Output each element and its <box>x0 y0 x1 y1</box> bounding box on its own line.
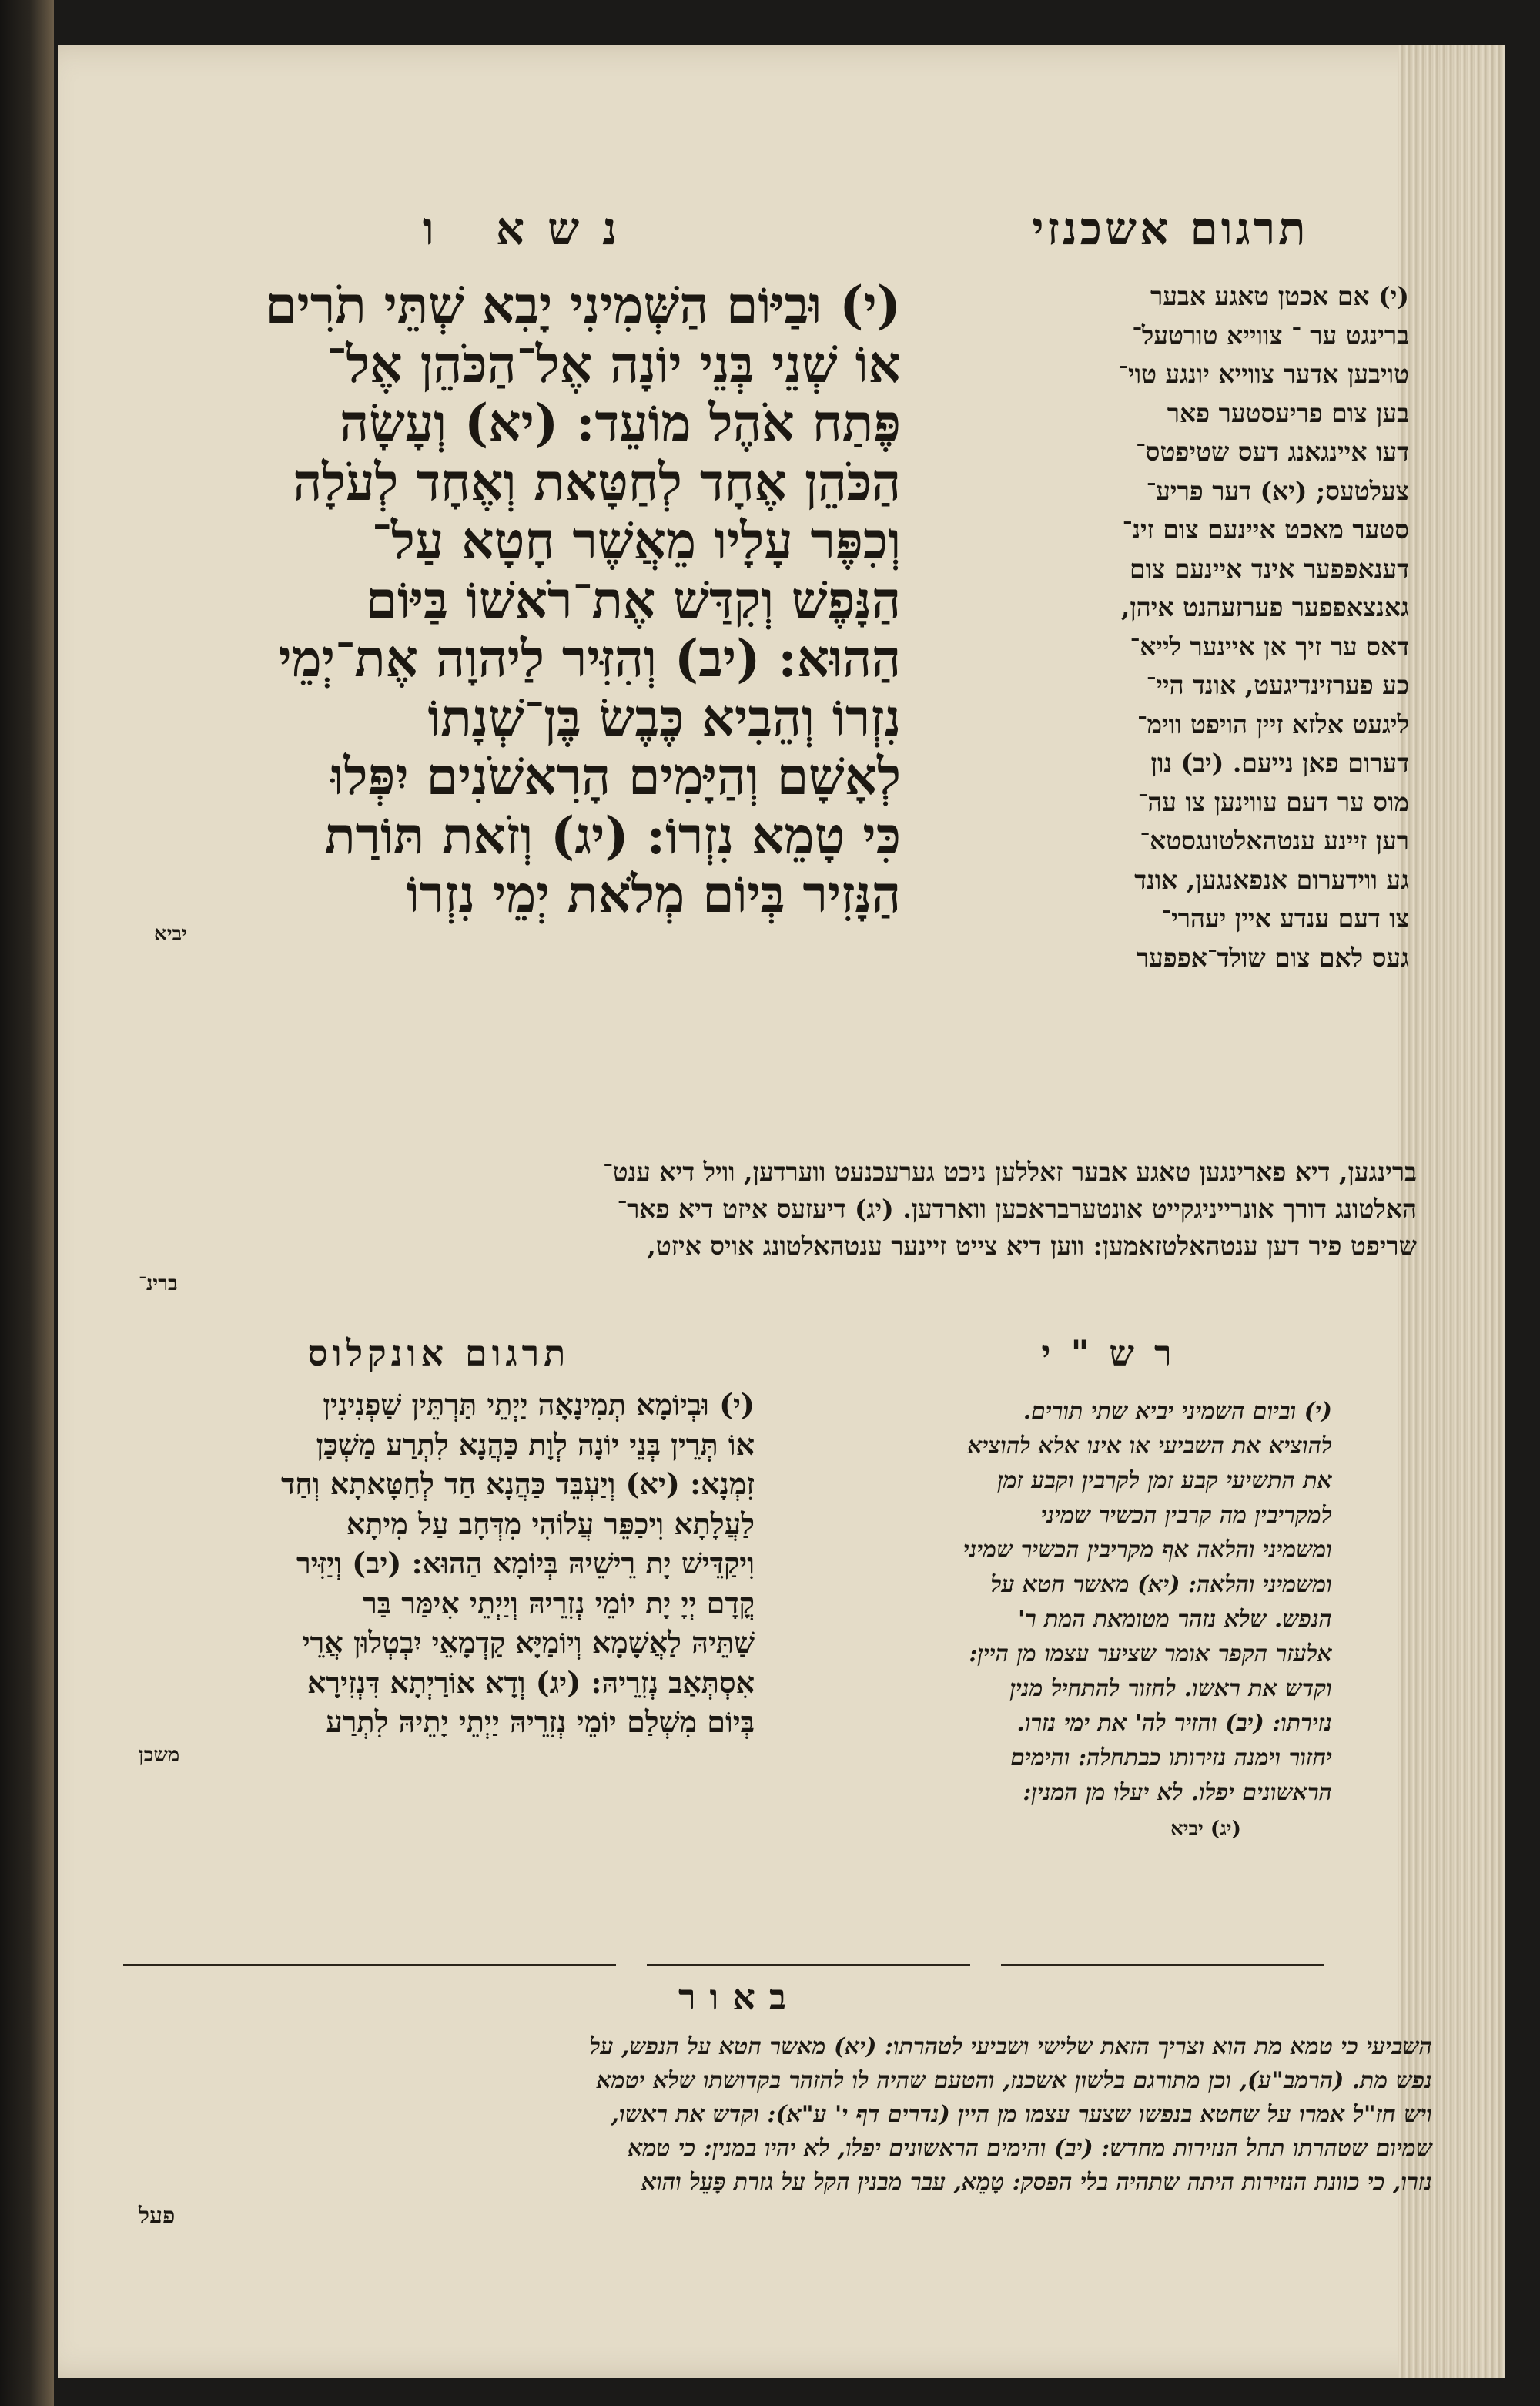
rashi-commentary <box>793 1394 1332 1810</box>
yiddish-line: דערום פאן נייעם. (יב) נון <box>1150 748 1409 778</box>
biur-line: השביעי כי טמא מת הוא וצריך הזאת שלישי ושביעי לטהרתו: (יא) מאשר חטא על הנפש, על <box>589 2033 1432 2060</box>
yiddish-line: צו דעם ענדע איין יעהרי־ <box>1161 903 1409 933</box>
rashi-line: למקריבין מה קרבין הכשיר שמיני <box>1040 1502 1332 1529</box>
biur-commentary <box>123 2030 1432 2200</box>
yiddish-line: ברינגט ער ־ צווייא טורטעל־ <box>1132 320 1409 350</box>
yiddish-line: בען צום פריעסטער פאר <box>1167 397 1409 428</box>
yiddish-line: (י) אם אכטן טאגע אבער <box>1150 281 1409 311</box>
yiddish-line: געס לאם צום שולד־אפפער <box>1136 942 1409 973</box>
hebrew-line: לְאָשָׁם וְהַיָּמִים הָרִאשֹׁנִים יִפְּלוּ <box>330 746 901 806</box>
yiddish-line: טויבען אדער צווייא יונגע טוי־ <box>1118 359 1409 389</box>
hebrew-line: (י) וּבַיּוֹם הַשְּׁמִינִי יָבִא שְׁתֵּי תֹרִים <box>265 275 901 335</box>
hebrew-line: הַנָּפֶשׁ וְקִדַּשׁ אֶת־רֹאשׁוֹ בַּיּוֹם <box>365 569 901 630</box>
catchword-yiddish: ברינ־ <box>139 1272 178 1295</box>
book-page <box>58 45 1505 2378</box>
catchword-main: יביא <box>154 923 187 946</box>
hebrew-line: הַכֹּהֵן אֶחָד לְחַטָּאת וְאֶחָד לְעֹלָה <box>293 451 901 512</box>
running-head-parasha: נשא ו <box>422 203 641 255</box>
page-content <box>92 45 1440 2378</box>
catchword-biur: פעל <box>139 2203 176 2230</box>
rashi-line: אלעזר הקפר אומר שציער עצמו מן היין: <box>969 1640 1332 1667</box>
book-binding-edge <box>0 0 54 2406</box>
rashi-line: הראשונים יפלו. לא יעלו מן המנין: <box>1023 1779 1332 1806</box>
hebrew-verse-text <box>116 276 901 924</box>
running-head-targum: תרגום אשכנזי <box>1032 203 1309 255</box>
rashi-line: ומשמיני והלאה אף מקריבין הכשיר שמיני <box>962 1536 1332 1563</box>
rashi-line: וקדש את ראשו. לחזור להתחיל מנין <box>1009 1675 1332 1702</box>
biur-line: ויש חז"ל אמרו על שחטא בנפשו שצער עצמו מן היין (נדרים דף י' ע"א): וקדש את ראשו, <box>611 2101 1432 2128</box>
yiddish-line: רען זיינע ענטהאלטונגסטא־ <box>1140 826 1409 856</box>
onkelos-line: קֳדָם יְיָ יָת יוֹמֵי נְזִרֵיהּ וְיַיְתֵי אִימַּר בַּר <box>363 1585 755 1620</box>
rashi-line: נזירתו: (יב) והזיר לה' את ימי נזרו. <box>1016 1710 1332 1737</box>
yiddish-line: שריפט פיר דען ענטהאלטזאמען: ווען דיא צייט זיינער ענטהאלטונג אויס איזט, <box>647 1231 1417 1261</box>
rashi-line: להוציא את השביעי או אינו אלא להוציא <box>967 1433 1332 1459</box>
rashi-line: את התשיעי קבע זמן לקרבין וקבע זמן <box>997 1467 1332 1494</box>
hebrew-line: נִזְרוֹ וְהֵבִיא כֶּבֶשׂ בֶּן־שְׁנָתוֹ <box>427 687 901 748</box>
biur-heading: באור <box>678 1976 801 2018</box>
yiddish-line: גע ווידערום אנפאנגען, אונד <box>1134 864 1409 895</box>
rashi-line: ומשמיני והלאה: (יא) מאשר חטא על <box>990 1571 1332 1598</box>
divider-rule-left <box>123 1964 616 1966</box>
onkelos-line: בְּיוֹם מִשְׁלַם יוֹמֵי נְזִרֵיהּ יַיְתֵי יָתֵיהּ לִתְרַע <box>326 1704 755 1739</box>
running-head <box>92 203 1440 264</box>
hebrew-line: וְכִפֶּר עָלָיו מֵאֲשֶׁר חָטָא עַל־ <box>371 511 901 571</box>
onkelos-line: לַעֲלָתָא וִיכַפֵּר עֲלוֹהִי מִדְּחָב עַל מִיתָא <box>346 1506 755 1541</box>
yiddish-line: האלטונג דורך אונרייניגקייט אונטערבראכען ווארדען. (יג) דיעזעס איזט דיא פאר־ <box>617 1194 1417 1224</box>
yiddish-line: ברינגען, דיא פארינגען טאגע אבער זאללען ניכט גערעכנעט ווערדען, וויל דיא ענט־ <box>602 1157 1417 1187</box>
yiddish-line: צעלטעס; (יא) דער פריע־ <box>1146 475 1409 506</box>
biur-line: נזרו, כי כוונת הנזירות היתה שתהיה בלי הפסק: טָמֵא, עבר מבנין הקל על גזרת פָּעֵל והוא <box>641 2169 1432 2196</box>
yiddish-line: גאנצאפפער פערזעהנט איהן, <box>1120 592 1409 622</box>
rashi-line: הנפש. שלא נזהר מטומאת המת ר' <box>1017 1606 1332 1633</box>
yiddish-line: דענאפפער אינד איינעם צום <box>1130 553 1409 584</box>
yiddish-line: סטער מאכט איינעם צום זינ־ <box>1122 514 1409 545</box>
divider-rule-middle <box>647 1964 970 1966</box>
biur-line: שמיום שטהרתו תחל הנזירות מחדש: (יב) והימים הראשונים יפלו, לא יהיו במנין: כי טמא <box>628 2135 1432 2162</box>
hebrew-line: אוֹ שְׁנֵי בְּנֵי יוֹנָה אֶל־הַכֹּהֵן אֶל־ <box>326 333 901 394</box>
hebrew-line: הַהוּא: (יב) וְהִזִּיר לַיהוָה אֶת־יְמֵי <box>278 628 901 689</box>
catchword-onkelos: משכן <box>139 1744 180 1767</box>
biur-line: נפש מת. (הרמב"ע), וכן מתורגם בלשון אשכנז, והטעם שהיה לו להזהר בקדושתו שלא יטמא <box>596 2067 1432 2094</box>
yiddish-line: דאס ער זיך אן איינער לייא־ <box>1130 631 1409 662</box>
yiddish-translation-column <box>932 277 1409 977</box>
onkelos-line: שַׁתֵּיהּ לַאֲשָׁמָא וְיוֹמַיָּא קַדְמָאֵי יִבְטְלוּן אֲרֵי <box>302 1625 755 1660</box>
onkelos-line: וִיקַדֵּישׁ יָת רֵישֵׁיהּ בְּיוֹמָא הַהוּא: (יב) וְיַזִּיר <box>296 1546 755 1580</box>
yiddish-line: מוס ער דעם עווינען צו עה־ <box>1137 786 1409 817</box>
rashi-line: (י) וביום השמיני יביא שתי תורים. <box>1023 1398 1332 1425</box>
hebrew-line: הַנָּזִיר בְּיוֹם מְלֹאת יְמֵי נִזְרוֹ <box>406 864 901 924</box>
onkelos-line: אִסְתְּאַב נְזִרֵיהּ: (יג) וְדָא אוֹרַיְתָא דִּנְזִירָא <box>307 1664 755 1700</box>
yiddish-line: ליגעט אלזא זיין הויפט ווימ־ <box>1137 709 1409 739</box>
yiddish-line: כע פערזינדיגעט, אונד היי־ <box>1146 670 1409 700</box>
rashi-heading: רש"י <box>1041 1332 1192 1374</box>
onkelos-line: אוֹ תְּרֵין בְּנֵי יוֹנָה לְוָת כַּהֲנָא לִתְרַע מַשְׁכַּן <box>316 1426 755 1462</box>
rashi-line: יחזור וימנה נזירותו כבתחלה: והימים <box>1010 1744 1332 1771</box>
onkelos-line: (י) וּבְיוֹמָא תְמִינָאָה יַיְתֵי תַּרְתֵּין שַׁפְנִינִין <box>323 1387 755 1422</box>
yiddish-line: דעו איינגאנג דעס שטיפטס־ <box>1136 437 1409 467</box>
divider-rule-right <box>1001 1964 1324 1966</box>
onkelos-text <box>116 1385 755 1742</box>
onkelos-heading: תרגום אונקלוס <box>307 1332 571 1374</box>
yiddish-translation-continuation <box>123 1154 1417 1265</box>
onkelos-line: זִמְנָא: (יא) וְיַעְבֵּד כַּהֲנָא חַד לְחַטָּאתָא וְחַד <box>280 1466 755 1501</box>
hebrew-line: כִּי טָמֵא נִזְרוֹ: (יג) וְזֹאת תּוֹרַת <box>324 805 901 866</box>
catchword-rashi: (יג) יביא <box>1170 1818 1241 1841</box>
hebrew-line: פֶּתַח אֹהֶל מוֹעֵד: (יא) וְעָשָׂה <box>340 393 901 453</box>
